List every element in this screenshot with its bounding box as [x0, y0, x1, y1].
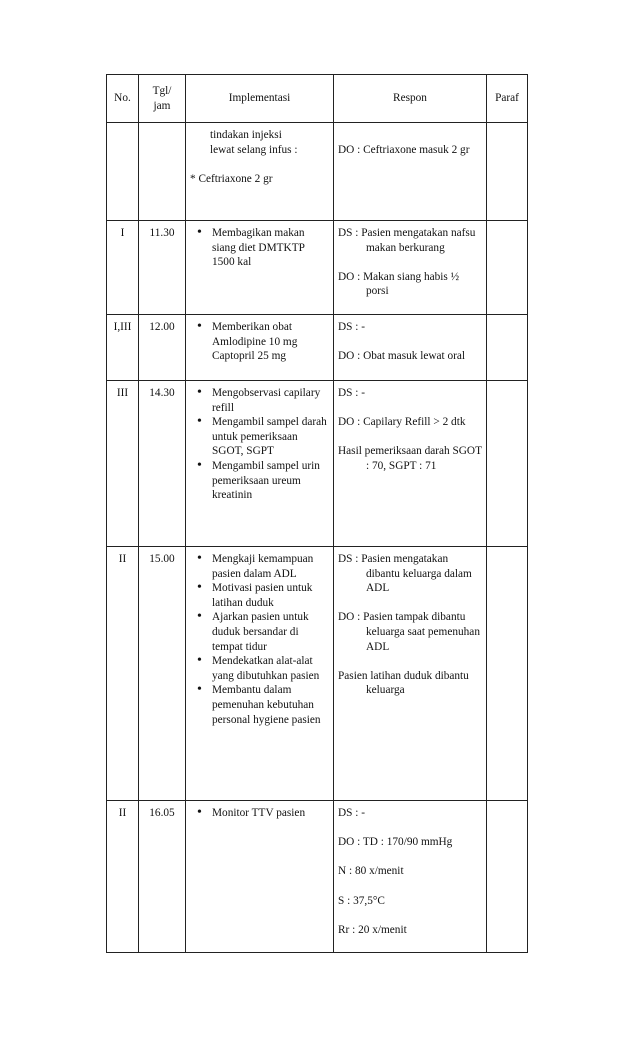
cell-paraf	[487, 547, 528, 801]
respon-entry: Rr : 20 x/menit	[338, 923, 407, 936]
header-paraf: Paraf	[487, 75, 528, 123]
table-row	[107, 547, 528, 801]
implementasi-list	[190, 386, 329, 503]
respon-entry: DO : Ceftriaxone masuk 2 gr	[338, 143, 470, 156]
cell-no: II	[107, 547, 139, 801]
list-item: • Mengambil sampel darah untuk pemeriksaan SGOT, SGPT	[190, 415, 329, 459]
respon-entry: S : 37,5°C	[338, 894, 385, 907]
cell-paraf	[487, 315, 528, 381]
list-item: • Mengkaji kemampuan pasien dalam ADL	[190, 552, 329, 581]
respon-entry: N : 80 x/menit	[338, 865, 404, 878]
list-item: • Monitor TTV pasien	[190, 806, 329, 821]
header-tgl-jam	[139, 75, 186, 123]
table-row	[107, 221, 528, 315]
respon-entry: DS : Pasien mengatakan nafsu makan berkurang	[338, 227, 476, 254]
cell-implementasi	[186, 801, 334, 953]
header-tgl-jam-text: Tgl/ jam	[152, 84, 172, 112]
cell-no	[107, 123, 139, 221]
list-item: • Mendekatkan alat-alat yang dibutuhkan pasien	[190, 654, 329, 683]
table-row	[107, 801, 528, 953]
cell-time: 14.30	[139, 381, 186, 547]
implementasi-text: lewat selang infus :	[210, 143, 298, 156]
cell-no: I	[107, 221, 139, 315]
header-row	[107, 75, 528, 123]
implementasi-list	[190, 806, 329, 821]
list-item: • Membagikan makan siang diet DMTKTP 1500 kal	[190, 226, 329, 270]
cell-respon	[334, 123, 487, 221]
respon-entry: DO : Obat masuk lewat oral	[338, 350, 466, 363]
respon-entry: DO : Makan siang habis ½ porsi	[338, 270, 460, 298]
table-row	[107, 315, 528, 381]
cell-respon	[334, 221, 487, 315]
implementasi-note: * Ceftriaxone 2 gr	[190, 172, 273, 185]
cell-time: 12.00	[139, 315, 186, 381]
cell-paraf	[487, 381, 528, 547]
implementasi-text: tindakan injeksi	[210, 129, 282, 141]
header-implementasi: Implementasi	[186, 75, 334, 123]
respon-entry: DO : TD : 170/90 mmHg	[338, 836, 453, 849]
respon-entry: DO : Pasien tampak dibantu keluarga saat pemenuhan ADL	[338, 611, 480, 653]
cell-implementasi	[186, 547, 334, 801]
list-item: • Mengambil sampel urin pemeriksaan ureum kreatinin	[190, 459, 329, 503]
list-item: • Memberikan obat Amlodipine 10 mg Captopril 25 mg	[190, 320, 329, 364]
cell-implementasi	[186, 381, 334, 547]
cell-time: 16.05	[139, 801, 186, 953]
cell-time: 15.00	[139, 547, 186, 801]
table-row	[107, 123, 528, 221]
cell-implementasi	[186, 123, 334, 221]
respon-entry: Pasien latihan duduk dibantu keluarga	[338, 669, 469, 697]
cell-paraf	[487, 801, 528, 953]
list-item: • Mengobservasi capilary refill	[190, 386, 329, 415]
implementasi-list	[190, 320, 329, 364]
list-item: • Motivasi pasien untuk latihan duduk	[190, 581, 329, 610]
cell-no: II	[107, 801, 139, 953]
cell-respon	[334, 801, 487, 953]
cell-implementasi	[186, 221, 334, 315]
cell-time	[139, 123, 186, 221]
header-respon: Respon	[334, 75, 487, 123]
cell-implementasi	[186, 315, 334, 381]
implementasi-list	[190, 226, 329, 270]
respon-entry: DS : -	[338, 807, 365, 819]
cell-paraf	[487, 221, 528, 315]
respon-entry: DS : Pasien mengatakan dibantu keluarga dalam ADL	[338, 553, 472, 595]
respon-entry: DS : -	[338, 387, 365, 399]
respon-entry: DO : Capilary Refill > 2 dtk	[338, 416, 466, 429]
list-item: • Ajarkan pasien untuk duduk bersandar di tempat tidur	[190, 610, 329, 654]
table-row	[107, 381, 528, 547]
cell-no: I,III	[107, 315, 139, 381]
list-item: • Membantu dalam pemenuhan kebutuhan personal hygiene pasien	[190, 683, 329, 727]
header-no: No.	[107, 75, 139, 123]
cell-respon	[334, 547, 487, 801]
respon-entry: Hasil pemeriksaan darah SGOT : 70, SGPT : 71	[338, 445, 482, 472]
cell-time: 11.30	[139, 221, 186, 315]
cell-respon	[334, 381, 487, 547]
respon-entry: DS : -	[338, 321, 365, 333]
cell-paraf	[487, 123, 528, 221]
implementasi-list	[190, 552, 329, 727]
cell-respon	[334, 315, 487, 381]
cell-no: III	[107, 381, 139, 547]
implementation-table	[106, 74, 528, 953]
